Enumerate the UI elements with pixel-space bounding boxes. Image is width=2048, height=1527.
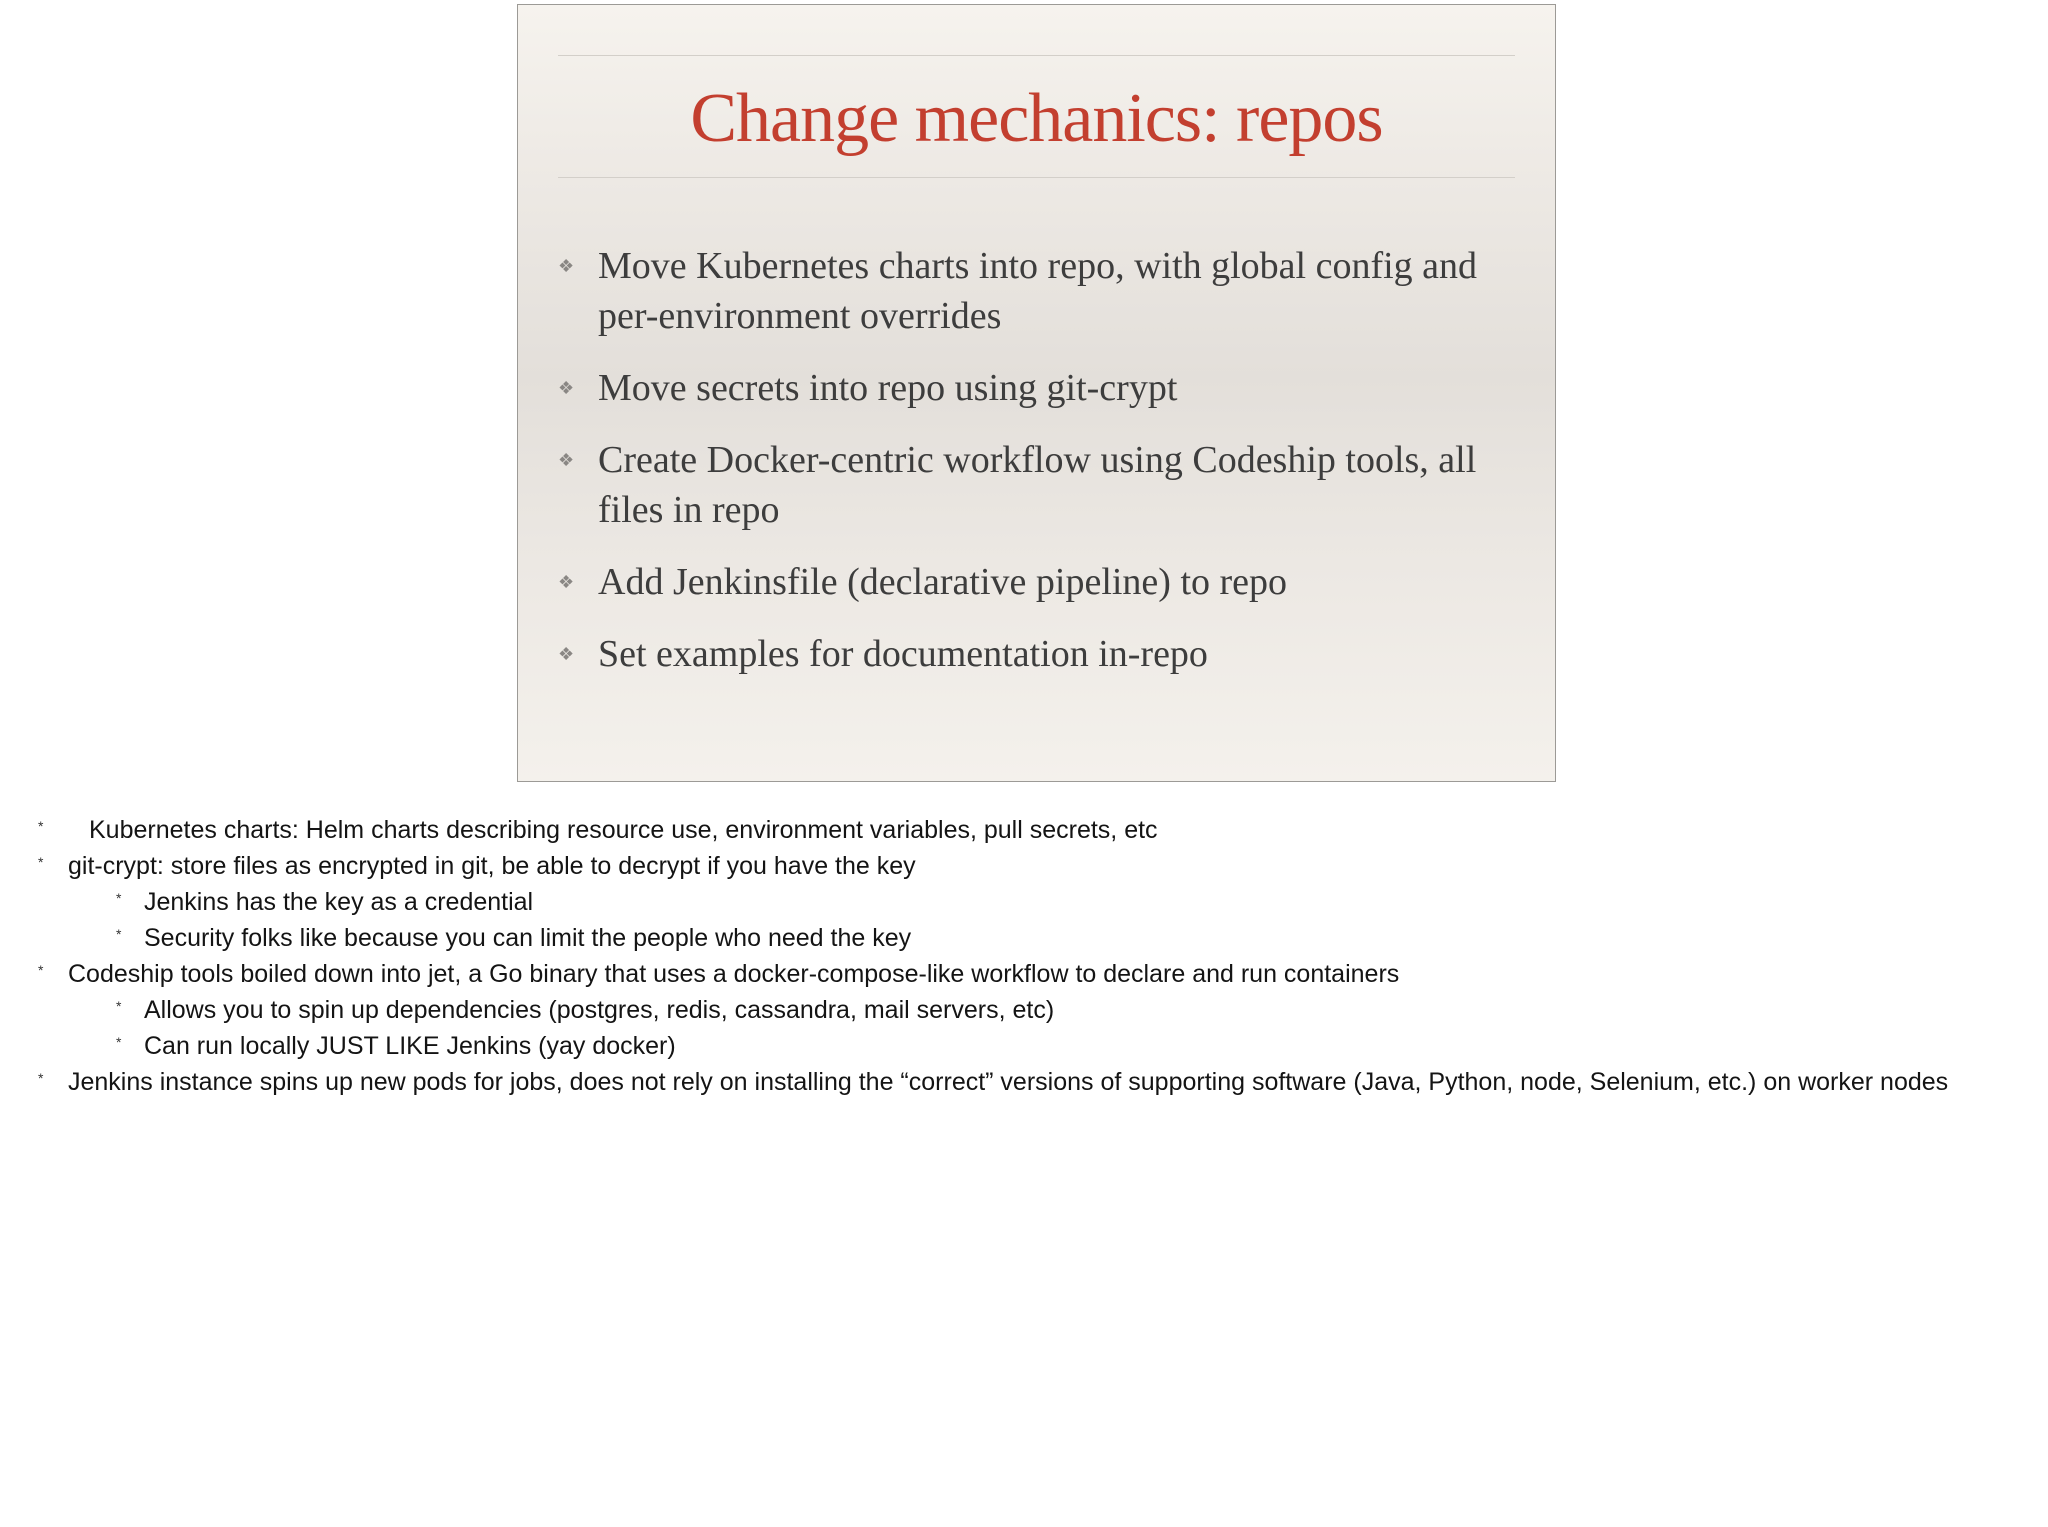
slide-bullet xyxy=(558,435,1518,535)
slide-bullet-text: Move secrets into repo using git-crypt xyxy=(598,367,1178,409)
slide-bullet-list xyxy=(558,241,1518,701)
note-item xyxy=(0,812,2048,848)
slide-bullet-text: Add Jenkinsfile (declarative pipeline) to repo xyxy=(598,561,1288,603)
slide xyxy=(517,4,1556,782)
slide-bullet xyxy=(558,629,1518,679)
title-top-rule xyxy=(558,55,1515,56)
slide-title: Change mechanics: repos xyxy=(690,80,1383,157)
note-text: Jenkins instance spins up new pods for jobs, does not rely on installing the “correct” versions of supporting software (Java, Python, node, Selenium, etc.) on worker nodes xyxy=(68,1068,1949,1096)
diamond-bullet-icon: ❖ xyxy=(558,450,575,470)
note-subitem xyxy=(0,920,2048,956)
note-text: Kubernetes charts: Helm charts describing resource use, environment variables, pull secrets, etc xyxy=(89,816,1158,844)
note-bullet-icon: * xyxy=(116,998,122,1014)
note-item xyxy=(0,848,2048,884)
note-text: Can run locally JUST LIKE Jenkins (yay docker) xyxy=(144,1032,676,1060)
title-bottom-rule xyxy=(558,177,1515,178)
note-subitem xyxy=(0,1028,2048,1064)
diamond-bullet-icon: ❖ xyxy=(558,644,575,664)
note-item xyxy=(0,956,2048,992)
note-bullet-icon: * xyxy=(38,1070,44,1086)
diamond-bullet-icon: ❖ xyxy=(558,256,575,276)
note-bullet-icon: * xyxy=(38,818,44,834)
note-text: Allows you to spin up dependencies (postgres, redis, cassandra, mail servers, etc) xyxy=(144,996,1055,1024)
note-subitem xyxy=(0,884,2048,920)
slide-bullet-text: Create Docker-centric workflow using Codeship tools, all files in repo xyxy=(598,439,1477,531)
note-text: Security folks like because you can limit the people who need the key xyxy=(144,924,912,952)
note-subitem xyxy=(0,992,2048,1028)
slide-bullet xyxy=(558,363,1518,413)
slide-bullet-text: Move Kubernetes charts into repo, with global config and per-environment overrides xyxy=(598,245,1478,337)
note-bullet-icon: * xyxy=(116,1034,122,1050)
slide-bullet xyxy=(558,557,1518,607)
note-bullet-icon: * xyxy=(116,890,122,906)
speaker-notes xyxy=(0,812,2048,1100)
note-text: Codeship tools boiled down into jet, a Go binary that uses a docker-compose-like workflow to declare and run containers xyxy=(68,960,1400,988)
note-item xyxy=(0,1064,2048,1100)
note-text: git-crypt: store files as encrypted in git, be able to decrypt if you have the key xyxy=(68,852,916,880)
diamond-bullet-icon: ❖ xyxy=(558,572,575,592)
note-bullet-icon: * xyxy=(38,962,44,978)
diamond-bullet-icon: ❖ xyxy=(558,378,575,398)
slide-bullet-text: Set examples for documentation in-repo xyxy=(598,633,1208,675)
note-text: Jenkins has the key as a credential xyxy=(144,888,534,916)
note-bullet-icon: * xyxy=(38,854,44,870)
slide-bullet xyxy=(558,241,1518,341)
note-bullet-icon: * xyxy=(116,926,122,942)
